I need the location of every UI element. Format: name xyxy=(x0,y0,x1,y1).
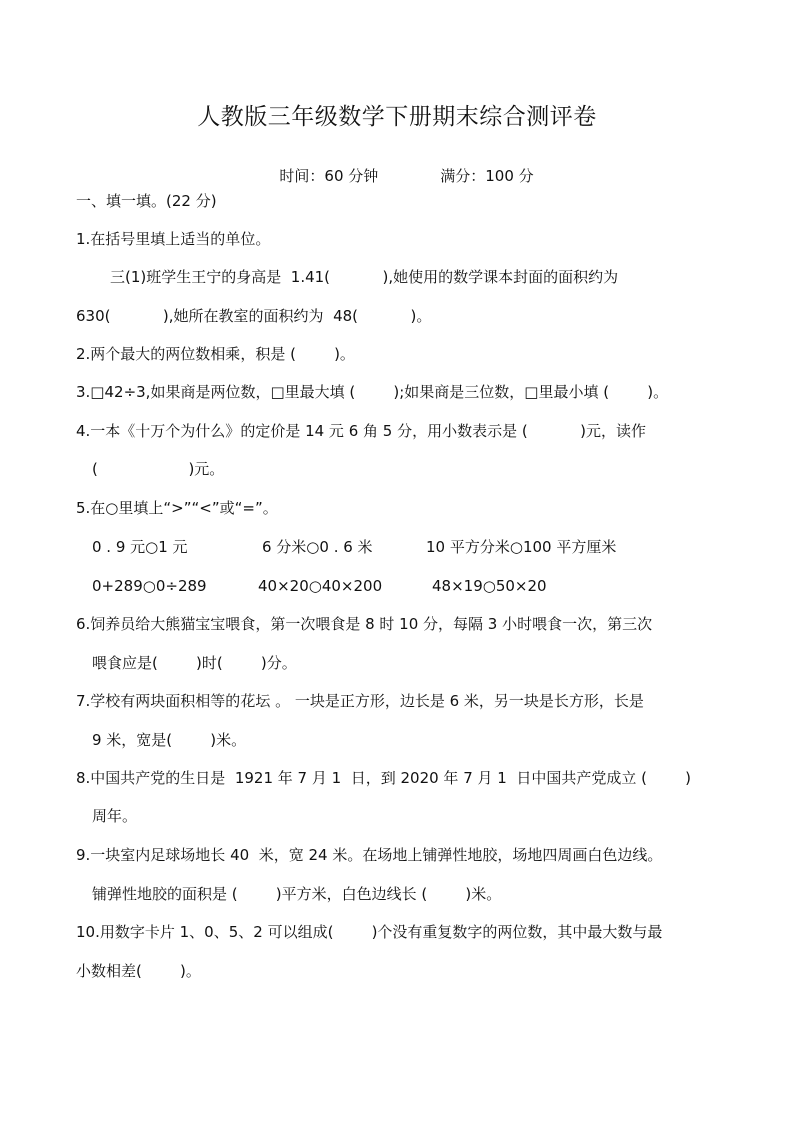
question-8-line-1: 8.中国共产党的生日是 1921 年 7 月 1 日，到 2020 年 7 月 1 日中国共产党成立 ( ) xyxy=(76,769,691,787)
question-10-line-1: 10.用数字卡片 1、0、5、2 可以组成( )个没有重复数字的两位数，其中最大数与最 xyxy=(76,923,663,941)
question-8-line-2: 周年。 xyxy=(92,807,138,825)
question-7-line-2: 9 米，宽是( )米。 xyxy=(92,731,247,749)
exam-score: 满分：100 分 xyxy=(440,167,534,185)
question-3: 3.□42÷3,如果商是两位数，□里最大填 ( );如果商是三位数，□里最小填 ( )。 xyxy=(76,383,669,401)
exam-time: 时间：60 分钟 xyxy=(279,167,379,185)
compare-item: 6 分米○0 . 6 米 xyxy=(262,538,373,556)
section-heading: 一、填一填。(22 分) xyxy=(76,192,217,210)
question-1-stem: 1.在括号里填上适当的单位。 xyxy=(76,230,271,248)
question-10-line-2: 小数相差( )。 xyxy=(76,962,201,980)
question-4-line-2: ( )元。 xyxy=(92,460,225,478)
compare-item: 40×20○40×200 xyxy=(258,577,383,595)
question-1-line-1: 三(1)班学生王宁的身高是 1.41( ),她使用的数学课本封面的面积约为 xyxy=(110,268,619,286)
page-title: 人教版三年级数学下册期末综合测评卷 xyxy=(197,104,597,130)
question-6-line-1: 6.饲养员给大熊猫宝宝喂食，第一次喂食是 8 时 10 分，每隔 3 小时喂食一次，第三次 xyxy=(76,615,653,633)
question-7-line-1: 7.学校有两块面积相等的花坛 。 一块是正方形，边长是 6 米，另一块是长方形，长是 xyxy=(76,692,644,710)
compare-item: 10 平方分米○100 平方厘米 xyxy=(426,538,617,556)
compare-item: 48×19○50×20 xyxy=(432,577,547,595)
question-2: 2.两个最大的两位数相乘，积是 ( )。 xyxy=(76,345,355,363)
question-1-line-2: 630( ),她所在教室的面积约为 48( )。 xyxy=(76,307,432,325)
question-5-stem: 5.在○里填上“>”“<”或“=”。 xyxy=(76,499,278,517)
question-4-line-1: 4.一本《十万个为什么》的定价是 14 元 6 角 5 分，用小数表示是 ( )元，读作 xyxy=(76,422,647,440)
question-9-line-2: 铺弹性地胶的面积是 ( )平方米，白色边线长 ( )米。 xyxy=(92,885,502,903)
question-9-line-1: 9.一块室内足球场地长 40 米，宽 24 米。在场地上铺弹性地胶，场地四周画白色边线。 xyxy=(76,846,663,864)
compare-item: 0+289○0÷289 xyxy=(92,577,207,595)
question-6-line-2: 喂食应是( )时( )分。 xyxy=(92,654,297,672)
compare-item: 0 . 9 元○1 元 xyxy=(92,538,188,556)
